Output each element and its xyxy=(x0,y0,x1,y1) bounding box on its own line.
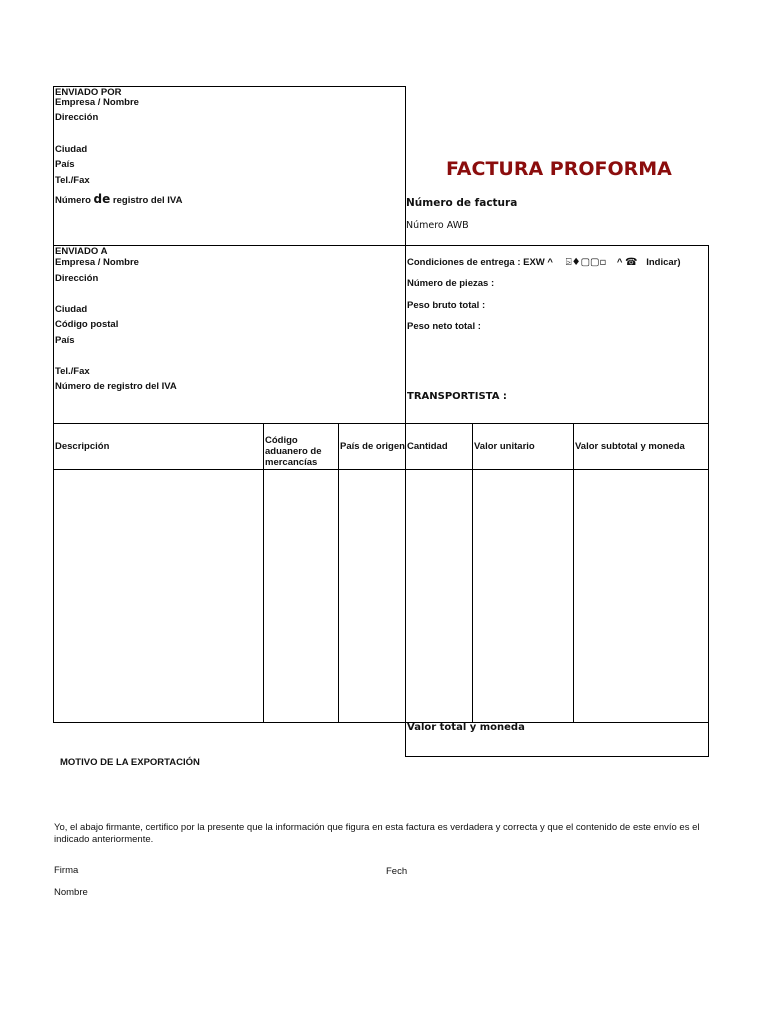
total-label: Valor total y moneda xyxy=(407,722,525,733)
document-title: FACTURA PROFORMA xyxy=(446,158,672,180)
invoice-number-label: Número de factura xyxy=(406,197,518,209)
sender-city-label: Ciudad xyxy=(55,144,88,155)
carrier-label: TRANSPORTISTA : xyxy=(407,391,507,402)
header-origin: País de origen xyxy=(340,441,405,452)
export-reason-label: MOTIVO DE LA EXPORTACIÓN xyxy=(60,757,200,768)
sender-address-label: Dirección xyxy=(55,112,99,123)
header-subtotal: Valor subtotal y moneda xyxy=(575,441,685,452)
table-header-divider xyxy=(53,469,709,470)
delivery-terms-label xyxy=(407,257,681,268)
gross-weight-label: Peso bruto total : xyxy=(407,300,486,311)
sender-heading: ENVIADO POR xyxy=(55,87,122,98)
col-divider-3 xyxy=(405,423,406,723)
header-description: Descripción xyxy=(55,441,110,452)
recipient-address-label: Dirección xyxy=(55,273,99,284)
certification-text: Yo, el abajo firmante, certifico por la presente que la información que figura en esta factura es verdadera y correcta y que el contenido de este envío es el indicado anteriormente. xyxy=(54,822,700,845)
col-divider-4 xyxy=(472,423,473,723)
sender-box xyxy=(53,86,406,246)
header-customs-code: Código aduanero de mercancías xyxy=(265,435,322,468)
sender-phone-label: Tel./Fax xyxy=(55,175,90,186)
col-divider-2 xyxy=(338,423,339,723)
goods-table xyxy=(53,423,709,723)
recipient-vat-label: Número de registro del IVA xyxy=(55,381,177,392)
col-divider-5 xyxy=(573,423,574,723)
pieces-label: Número de piezas : xyxy=(407,278,495,289)
col-divider-1 xyxy=(263,423,264,723)
sender-vat-prefix: Número xyxy=(55,195,91,206)
recipient-city-label: Ciudad xyxy=(55,304,88,315)
sender-vat-suffix: registro del IVA xyxy=(112,195,183,206)
name-label: Nombre xyxy=(54,887,88,898)
recipient-phone-label: Tel./Fax xyxy=(55,366,90,377)
delivery-terms-text: Condiciones de entrega : EXW ^ xyxy=(407,257,553,268)
sender-country-label: País xyxy=(55,159,75,170)
date-label: Fech xyxy=(386,866,408,877)
signature-label: Firma xyxy=(54,865,79,876)
recipient-box xyxy=(53,245,406,424)
header-quantity: Cantidad xyxy=(407,441,448,452)
recipient-heading: ENVIADO A xyxy=(55,246,108,257)
sender-company-label: Empresa / Nombre xyxy=(55,97,139,108)
sender-vat-de: de xyxy=(93,192,111,206)
phone-icon: ☎ xyxy=(625,257,638,268)
delivery-symbols: ⍄♦▢▢▫ xyxy=(565,257,607,268)
sender-vat-label xyxy=(55,192,182,208)
delivery-terms-suffix: Indicar) xyxy=(646,257,681,268)
awb-number-label: Número AWB xyxy=(406,220,469,231)
recipient-postal-label: Código postal xyxy=(55,319,119,330)
recipient-country-label: País xyxy=(55,335,75,346)
delivery-caret: ^ xyxy=(616,257,623,268)
recipient-company-label: Empresa / Nombre xyxy=(55,257,139,268)
header-unit-value: Valor unitario xyxy=(474,441,535,452)
net-weight-label: Peso neto total : xyxy=(407,321,481,332)
